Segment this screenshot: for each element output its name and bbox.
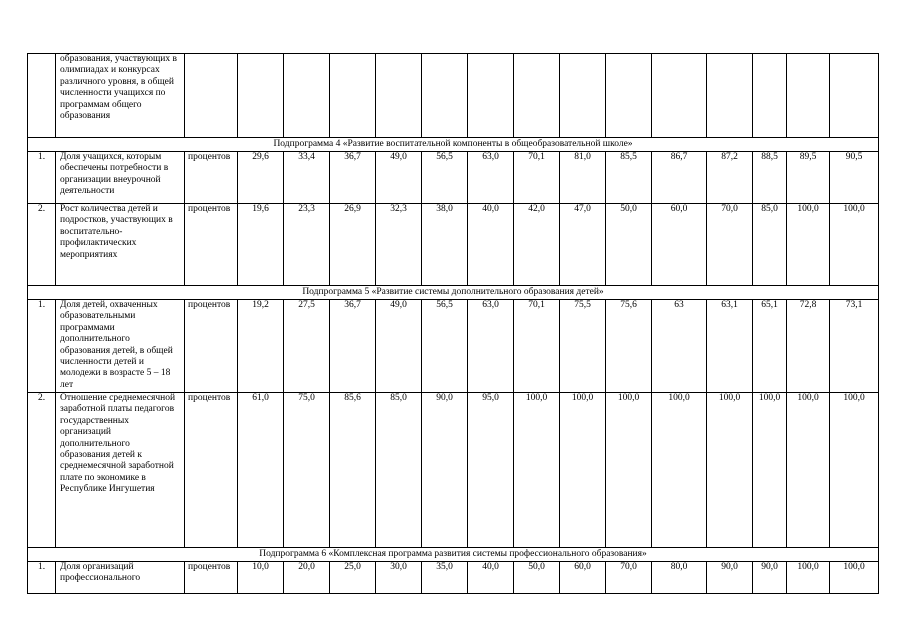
- value-cell: 95,0: [468, 393, 514, 548]
- value-cell: 25,0: [330, 562, 376, 594]
- value-cell: 85,5: [606, 152, 652, 204]
- value-cell: 50,0: [514, 562, 560, 594]
- unit-cell: процентов: [185, 562, 238, 594]
- value-cell: 65,1: [753, 300, 787, 393]
- value-cell: 75,5: [560, 300, 606, 393]
- row-number-cell: 1.: [28, 300, 56, 393]
- table-row: [28, 562, 879, 594]
- value-cell: 100,0: [830, 204, 879, 286]
- indicator-cell: Доля детей, охваченных образовательными программами дополнительного образования детей, в общей численности детей и молодежи в возрасте 5 – 18 лет: [56, 300, 185, 393]
- value-cell: 56,5: [422, 300, 468, 393]
- value-cell: 85,0: [376, 393, 422, 548]
- row-number-cell: 1.: [28, 562, 56, 594]
- value-cell: 35,0: [422, 562, 468, 594]
- row-number-cell: 2.: [28, 393, 56, 548]
- value-cell: 19,2: [238, 300, 284, 393]
- table-row: [28, 300, 879, 393]
- value-cell: 63,0: [468, 152, 514, 204]
- value-cell: 32,3: [376, 204, 422, 286]
- value-cell: 72,8: [787, 300, 830, 393]
- value-cell: 85,6: [330, 393, 376, 548]
- value-cell: 70,1: [514, 152, 560, 204]
- subprogram-header-row: [28, 138, 879, 152]
- value-cell: 20,0: [284, 562, 330, 594]
- value-cell: 56,5: [422, 152, 468, 204]
- value-cell: 75,6: [606, 300, 652, 393]
- value-cell: 90,0: [753, 562, 787, 594]
- row-number-cell: 2.: [28, 204, 56, 286]
- value-cell: 40,0: [468, 204, 514, 286]
- unit-cell: процентов: [185, 300, 238, 393]
- subprogram-title: Подпрограмма 6 «Комплексная программа развития системы профессионального образования»: [28, 548, 879, 562]
- row-number-cell: [28, 54, 56, 138]
- value-cell: 89,5: [787, 152, 830, 204]
- indicator-cell: Отношение среднемесячной заработной платы педагогов государственных организаций дополнительного образования детей к среднемесячной заработной плате по экономике в Республике Ингушетия: [56, 393, 185, 548]
- value-cell: 26,9: [330, 204, 376, 286]
- value-cell: 85,0: [753, 204, 787, 286]
- value-cell: 27,5: [284, 300, 330, 393]
- value-cell: 49,0: [376, 152, 422, 204]
- value-cell: 81,0: [560, 152, 606, 204]
- value-cell: 100,0: [514, 393, 560, 548]
- indicator-cell: образования, участвующих в олимпиадах и конкурсах различного уровня, в общей численности учащихся по программам общего образования: [56, 54, 185, 138]
- value-cell: 100,0: [560, 393, 606, 548]
- value-cell: 61,0: [238, 393, 284, 548]
- value-cell: 100,0: [787, 393, 830, 548]
- value-cell: 100,0: [787, 562, 830, 594]
- value-cell: 100,0: [606, 393, 652, 548]
- unit-cell: процентов: [185, 393, 238, 548]
- row-number-cell: 1.: [28, 152, 56, 204]
- unit-cell: процентов: [185, 204, 238, 286]
- value-cell: 90,0: [422, 393, 468, 548]
- value-cell: 90,5: [830, 152, 879, 204]
- value-cell: 100,0: [787, 204, 830, 286]
- value-cell: 100,0: [830, 562, 879, 594]
- subprogram-header-row: [28, 286, 879, 300]
- value-cell: 30,0: [376, 562, 422, 594]
- value-cell: 87,2: [707, 152, 753, 204]
- value-cell: 47,0: [560, 204, 606, 286]
- value-cell: 100,0: [707, 393, 753, 548]
- subprogram-title: Подпрограмма 4 «Развитие воспитательной компоненты в общеобразовательной школе»: [28, 138, 879, 152]
- value-cell: 63,1: [707, 300, 753, 393]
- value-cell: 70,1: [514, 300, 560, 393]
- subprogram-header-row: [28, 548, 879, 562]
- value-cell: 90,0: [707, 562, 753, 594]
- table-row-continued: [28, 54, 879, 138]
- value-cell: 70,0: [606, 562, 652, 594]
- subprogram-title: Подпрограмма 5 «Развитие системы дополнительного образования детей»: [28, 286, 879, 300]
- unit-cell: процентов: [185, 152, 238, 204]
- value-cell: 60,0: [560, 562, 606, 594]
- value-cell: 23,3: [284, 204, 330, 286]
- table-row: [28, 204, 879, 286]
- value-cell: 73,1: [830, 300, 879, 393]
- value-cell: 100,0: [753, 393, 787, 548]
- value-cell: 63,0: [468, 300, 514, 393]
- value-cell: 80,0: [652, 562, 707, 594]
- value-cell: 100,0: [830, 393, 879, 548]
- value-cell: 88,5: [753, 152, 787, 204]
- value-cell: 100,0: [652, 393, 707, 548]
- value-cell: 50,0: [606, 204, 652, 286]
- value-cell: 86,7: [652, 152, 707, 204]
- indicators-table: [27, 53, 879, 594]
- value-cell: 70,0: [707, 204, 753, 286]
- value-cell: 36,7: [330, 152, 376, 204]
- value-cell: 29,6: [238, 152, 284, 204]
- value-cell: 49,0: [376, 300, 422, 393]
- indicator-cell: Доля учащихся, которым обеспечены потребности в организации внеурочной деятельности: [56, 152, 185, 204]
- value-cell: 38,0: [422, 204, 468, 286]
- table-row: [28, 393, 879, 548]
- value-cell: 60,0: [652, 204, 707, 286]
- indicator-cell: Рост количества детей и подростков, участвующих в воспитательно-профилактических мероприятиях: [56, 204, 185, 286]
- value-cell: 75,0: [284, 393, 330, 548]
- value-cell: 42,0: [514, 204, 560, 286]
- value-cell: 19,6: [238, 204, 284, 286]
- indicator-cell: Доля организаций профессионального: [56, 562, 185, 594]
- value-cell: 36,7: [330, 300, 376, 393]
- value-cell: 63: [652, 300, 707, 393]
- value-cell: 40,0: [468, 562, 514, 594]
- value-cell: 10,0: [238, 562, 284, 594]
- value-cell: 33,4: [284, 152, 330, 204]
- table-row: [28, 152, 879, 204]
